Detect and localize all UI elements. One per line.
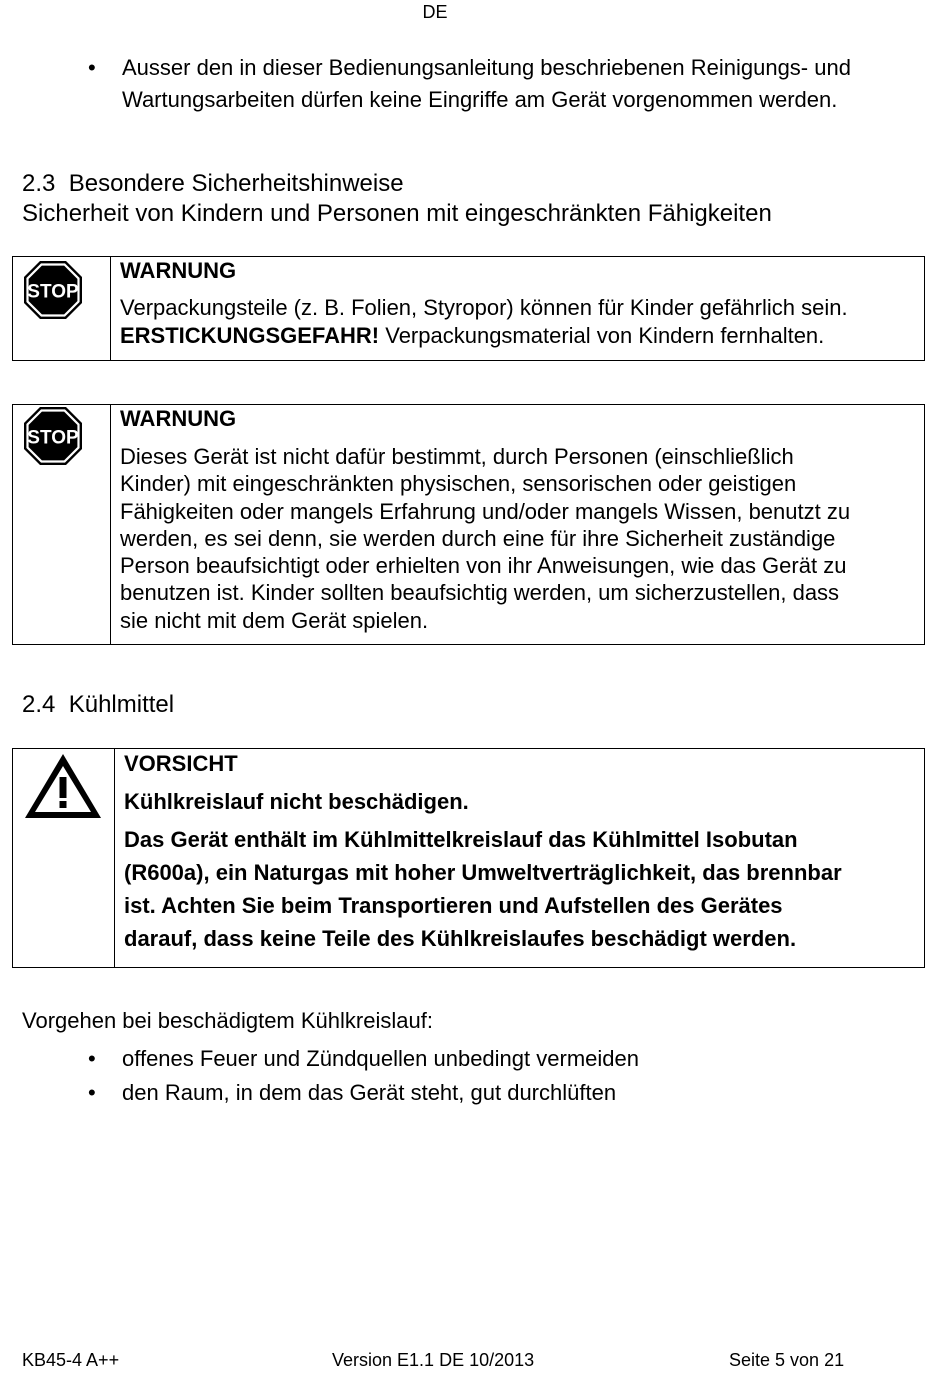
warning-triangle-icon bbox=[23, 752, 103, 825]
warning-paragraph-line: benutzen ist. Kinder sollten beaufsichtig werden, um sicherzustellen, dass bbox=[120, 580, 840, 606]
section-title: Kühlmittel bbox=[68, 691, 175, 718]
warning-paragraph-line: werden, es sei denn, sie werden durch eine für ihre Sicherheit zuständige bbox=[120, 525, 836, 551]
bullet-dot-icon: • bbox=[88, 1080, 96, 1105]
warning-text-line2-rest: Verpackungsmaterial von Kindern fernhalten. bbox=[379, 323, 825, 348]
procedure-heading: Vorgehen bei beschädigtem Kühlkreislauf: bbox=[22, 1008, 433, 1033]
caution-paragraph-line: (R600a), ein Naturgas mit hoher Umweltverträglichkeit, das brennbar bbox=[124, 860, 842, 885]
section-number: 2.3 bbox=[22, 170, 56, 197]
language-label: DE bbox=[422, 2, 448, 22]
caution-paragraph-line: ist. Achten Sie beim Transportieren und Aufstellen des Gerätes bbox=[124, 893, 783, 918]
procedure-bullet-text: den Raum, in dem das Gerät steht, gut durchlüften bbox=[122, 1080, 617, 1105]
procedure-bullet-item bbox=[88, 1077, 908, 1111]
section-title: Besondere Sicherheitshinweise bbox=[68, 170, 404, 197]
intro-bullet-line2: Wartungsarbeiten dürfen keine Eingriffe am Gerät vorgenommen werden. bbox=[122, 87, 838, 112]
warning-text-line2 bbox=[120, 322, 824, 349]
caution-subtitle: Kühlkreislauf nicht beschädigen. bbox=[124, 789, 469, 814]
stop-sign-icon bbox=[22, 405, 84, 472]
footer-page-number: Seite 5 von 21 bbox=[729, 1350, 845, 1370]
warning-paragraph-line: Dieses Gerät ist nicht dafür bestimmt, durch Personen (einschließlich bbox=[120, 444, 794, 469]
caution-box-refrigerant bbox=[12, 748, 925, 968]
box-divider bbox=[110, 405, 111, 644]
box-divider bbox=[110, 257, 111, 360]
warning-paragraph bbox=[120, 443, 850, 634]
caution-paragraph-line: darauf, dass keine Teile des Kühlkreislaufes beschädigt werden. bbox=[124, 926, 797, 951]
warning-title: WARNUNG bbox=[120, 406, 237, 431]
warning-box-children bbox=[12, 404, 925, 645]
warning-paragraph-line: Person beaufsichtigt oder erhielten von ihr Anweisungen, wie das Gerät zu bbox=[120, 553, 847, 579]
footer-model: KB45-4 A++ bbox=[22, 1350, 120, 1370]
section-number: 2.4 bbox=[22, 691, 56, 718]
caution-paragraph bbox=[124, 823, 842, 955]
bullet-dot-icon: • bbox=[88, 55, 96, 80]
section-2-3-subtitle: Sicherheit von Kindern und Personen mit eingeschränkten Fähigkeiten bbox=[22, 200, 772, 227]
section-2-3-heading bbox=[22, 169, 404, 199]
caution-paragraph-line: Das Gerät enthält im Kühlmittelkreislauf das Kühlmittel Isobutan bbox=[124, 827, 798, 852]
warning-text-line1: Verpackungsteile (z. B. Folien, Styropor) können für Kinder gefährlich sein. bbox=[120, 295, 848, 320]
section-2-4-heading bbox=[22, 690, 174, 720]
procedure-bullet-text: offenes Feuer und Zündquellen unbedingt vermeiden bbox=[122, 1046, 639, 1071]
caution-title: VORSICHT bbox=[124, 751, 238, 776]
svg-text:STOP: STOP bbox=[27, 281, 79, 303]
warning-box-packaging bbox=[12, 256, 925, 361]
footer-version: Version E1.1 DE 10/2013 bbox=[332, 1350, 535, 1370]
bullet-dot-icon: • bbox=[88, 1046, 96, 1071]
warning-paragraph-line: Fähigkeiten oder mangels Erfahrung und/oder mangels Wissen, benutzt zu bbox=[120, 498, 851, 524]
warning-paragraph-line: Kinder) mit eingeschränkten physischen, sensorischen oder geistigen bbox=[120, 471, 797, 497]
box-divider bbox=[114, 749, 115, 967]
stop-sign-icon bbox=[22, 259, 84, 326]
warning-title: WARNUNG bbox=[120, 258, 237, 283]
procedure-bullet-item bbox=[88, 1043, 908, 1077]
svg-text:STOP: STOP bbox=[27, 427, 79, 449]
suffocation-warning: ERSTICKUNGSGEFAHR! bbox=[120, 323, 380, 348]
intro-bullet-line1: Ausser den in dieser Bedienungsanleitung beschriebenen Reinigungs- und bbox=[122, 55, 851, 80]
warning-paragraph-line: sie nicht mit dem Gerät spielen. bbox=[120, 607, 429, 633]
intro-bullet-item bbox=[88, 52, 908, 122]
